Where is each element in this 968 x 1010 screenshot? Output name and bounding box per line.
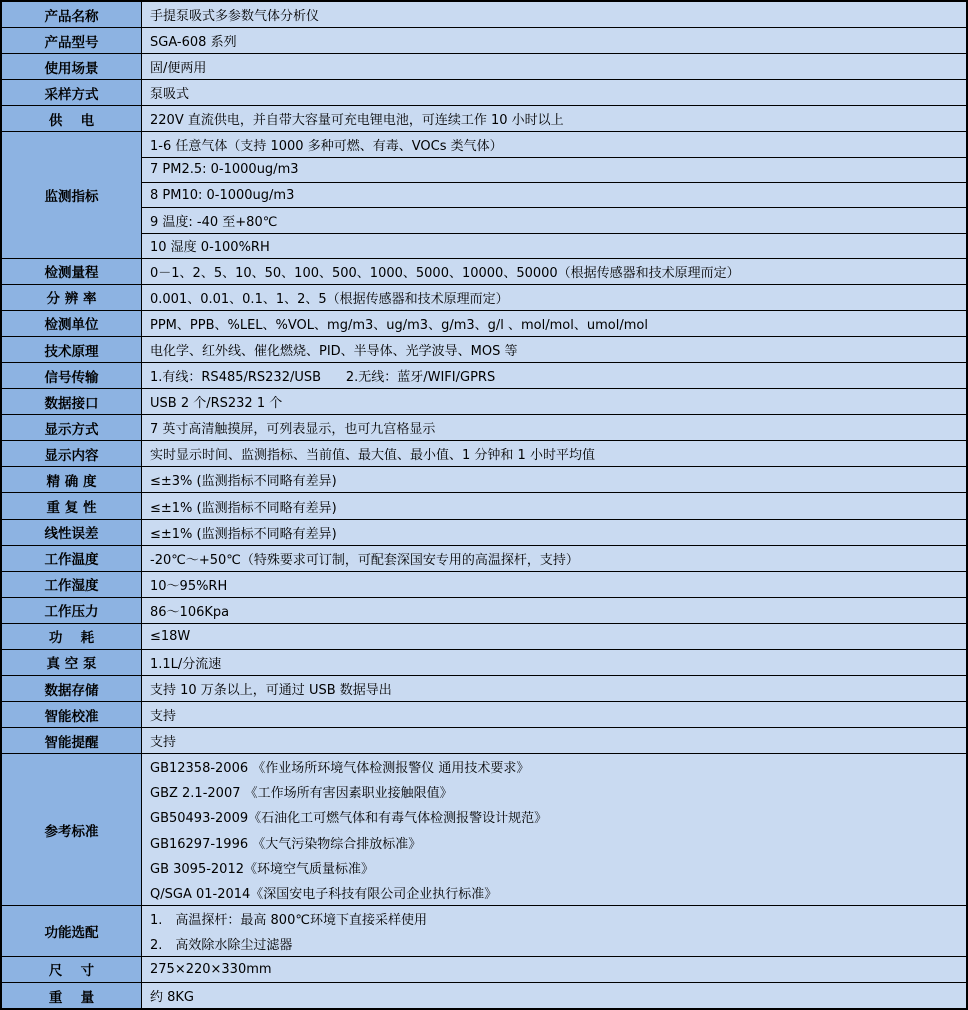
spec-value: 支持	[150, 709, 177, 725]
spec-value: 86～106Kpa	[150, 604, 230, 620]
spec-value: -20℃～+50℃（特殊要求可订制，可配套深国安专用的高温探杆，支持）	[150, 552, 579, 568]
spec-value: 电化学、红外线、催化燃烧、PID、半导体、光学波导、MOS 等	[150, 344, 518, 360]
spec-label: 工作压力	[2, 598, 142, 623]
standard-line: GB12358-2006 《作业场所环境气体检测报警仪 通用技术要求》	[150, 761, 530, 777]
table-row-sampling	[2, 80, 966, 106]
spec-value: 支持 10 万条以上，可通过 USB 数据导出	[150, 683, 392, 699]
spec-label: 产品型号	[2, 28, 142, 53]
spec-value: 275×220×330mm	[150, 961, 272, 977]
spec-label: 智能提醒	[2, 728, 142, 753]
spec-label: 监测指标	[2, 132, 142, 257]
spec-value: 泵吸式	[150, 87, 190, 103]
spec-label: 使用场景	[2, 54, 142, 79]
spec-label: 显示方式	[2, 415, 142, 440]
table-row-signal-transmission	[2, 363, 966, 389]
option-line: 2. 高效除水除尘过滤器	[150, 937, 293, 953]
spec-label: 检测单位	[2, 311, 142, 336]
spec-value: ≤18W	[150, 628, 191, 644]
table-row-working-temperature	[2, 546, 966, 572]
spec-value: 手提泵吸式多参数气体分析仪	[150, 9, 320, 25]
spec-value: 约 8KG	[150, 990, 195, 1005]
table-row-optional-features	[2, 906, 966, 957]
spec-label: 技术原理	[2, 337, 142, 362]
table-row-product-name	[2, 2, 966, 28]
table-row-data-interface	[2, 389, 966, 415]
spec-subvalue: 8 PM10: 0-1000ug/m3	[142, 183, 966, 208]
table-row-weight	[2, 983, 966, 1008]
spec-label: 重 量	[2, 983, 142, 1008]
spec-label: 工作湿度	[2, 572, 142, 597]
spec-label: 精 确 度	[2, 467, 142, 492]
standard-line: GB 3095-2012《环境空气质量标准》	[150, 861, 374, 877]
table-row-working-pressure	[2, 598, 966, 624]
table-row-smart-reminder	[2, 728, 966, 754]
table-row-dimensions	[2, 957, 966, 983]
spec-label: 线性误差	[2, 520, 142, 545]
spec-value: 实时显示时间、监测指标、当前值、最大值、最小值、1 分钟和 1 小时平均值	[150, 448, 595, 464]
spec-label: 分 辨 率	[2, 285, 142, 310]
spec-label: 检测量程	[2, 259, 142, 284]
table-row-power-consumption	[2, 624, 966, 650]
spec-value: 220V 直流供电，并自带大容量可充电锂电池，可连续工作 10 小时以上	[150, 113, 564, 129]
spec-value: 0.001、0.01、0.1、1、2、5（根据传感器和技术原理而定）	[150, 291, 509, 307]
standard-line: GBZ 2.1-2007 《工作场所有害因素职业接触限值》	[150, 786, 453, 802]
spec-value: 支持	[150, 735, 177, 751]
spec-label: 信号传输	[2, 363, 142, 388]
table-row-detection-range	[2, 259, 966, 285]
standard-line: GB16297-1996 《大气污染物综合排放标准》	[150, 836, 422, 852]
spec-label: 参考标准	[2, 754, 142, 904]
table-row-display-content	[2, 441, 966, 467]
spec-label: 数据接口	[2, 389, 142, 414]
spec-label: 智能校准	[2, 702, 142, 727]
table-row-display-mode	[2, 415, 966, 441]
spec-subvalue: 10 湿度 0-100%RH	[150, 240, 270, 256]
spec-label: 产品名称	[2, 2, 142, 27]
spec-value: 7 英寸高清触摸屏，可列表显示，也可九宫格显示	[150, 422, 436, 438]
table-row-model	[2, 28, 966, 54]
table-row-vacuum-pump	[2, 650, 966, 676]
table-row-technology	[2, 337, 966, 363]
table-row-accuracy	[2, 467, 966, 493]
table-row-reference-standards	[2, 754, 966, 905]
standard-line: Q/SGA 01-2014《深国安电子科技有限公司企业执行标准》	[150, 886, 498, 902]
spec-value: ≤±3% (监测指标不同略有差异)	[150, 474, 337, 490]
spec-label: 显示内容	[2, 441, 142, 466]
table-row-smart-calibration	[2, 702, 966, 728]
table-row-resolution	[2, 285, 966, 311]
spec-value: USB 2 个/RS232 1 个	[150, 396, 283, 412]
spec-value: 10～95%RH	[150, 578, 228, 594]
spec-subvalue: 9 温度: -40 至+80℃	[142, 208, 966, 233]
spec-label: 数据存储	[2, 676, 142, 701]
table-row-working-humidity	[2, 572, 966, 598]
spec-value: 0－1、2、5、10、50、100、500、1000、5000、10000、50000（根据传感器和技术原理而定）	[150, 265, 740, 281]
table-row-usage-scene	[2, 54, 966, 80]
spec-value: ≤±1% (监测指标不同略有差异)	[150, 500, 337, 516]
spec-value: 1.1L/分流速	[150, 656, 222, 672]
spec-subvalue: 1-6 任意气体（支持 1000 多种可燃、有毒、VOCs 类气体）	[142, 132, 966, 157]
spec-value: 1.有线：RS485/RS232/USB 2.无线：蓝牙/WIFI/GPRS	[150, 370, 496, 386]
spec-label: 功 耗	[2, 624, 142, 649]
spec-value: 固/便两用	[150, 61, 207, 77]
table-row-power	[2, 106, 966, 132]
spec-label: 功能选配	[2, 906, 142, 956]
spec-label: 采样方式	[2, 80, 142, 105]
standard-line: GB50493-2009《石油化工可燃气体和有毒气体检测报警设计规范》	[150, 811, 548, 827]
spec-label: 尺 寸	[2, 957, 142, 982]
table-row-units	[2, 311, 966, 337]
spec-subvalue: 7 PM2.5: 0-1000ug/m3	[142, 158, 966, 183]
spec-label: 供 电	[2, 106, 142, 131]
table-row-linearity-error	[2, 520, 966, 546]
spec-label: 重 复 性	[2, 493, 142, 518]
table-row-data-storage	[2, 676, 966, 702]
spec-label: 工作温度	[2, 546, 142, 571]
table-row-monitor-indicators	[2, 132, 966, 258]
spec-value: PPM、PPB、%LEL、%VOL、mg/m3、ug/m3、g/m3、g/l 、mol/mol、umol/mol	[150, 317, 648, 333]
option-line: 1. 高温探杆：最高 800℃环境下直接采样使用	[150, 912, 427, 928]
spec-label: 真 空 泵	[2, 650, 142, 675]
table-row-repeatability	[2, 493, 966, 519]
spec-value: SGA-608 系列	[150, 35, 237, 51]
spec-value: ≤±1% (监测指标不同略有差异)	[150, 526, 337, 542]
